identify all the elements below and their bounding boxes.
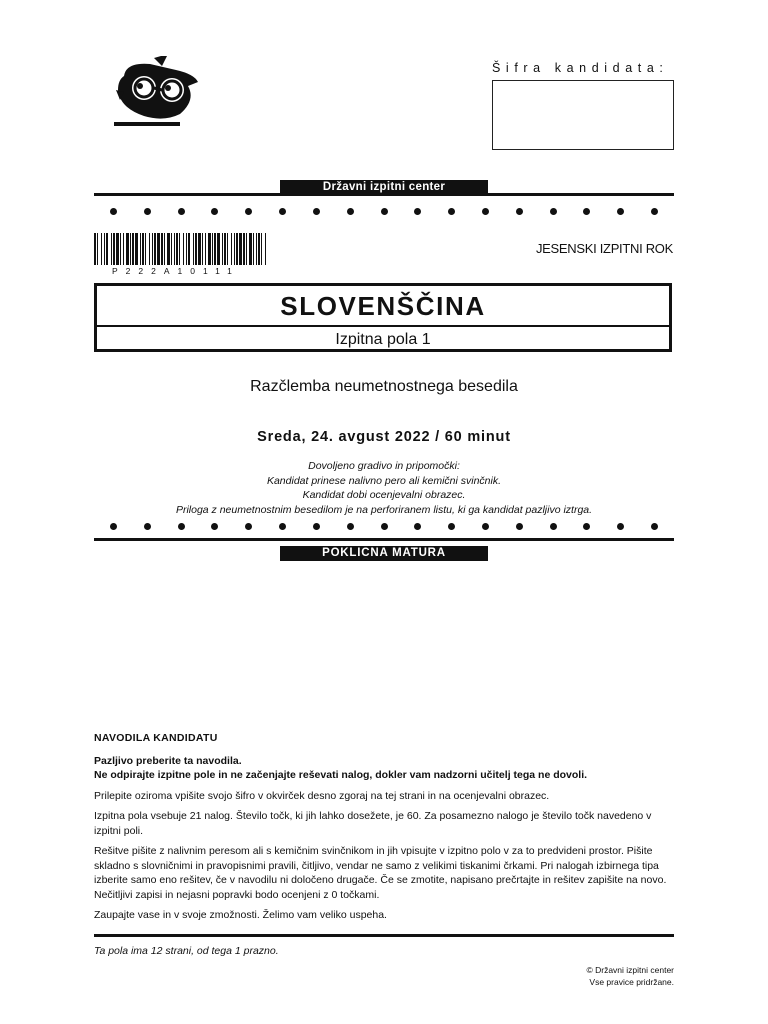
instructions-paragraph: Prilepite oziroma vpišite svojo šifro v okvirček desno zgoraj na tej strani in na ocenjevalni obrazec.: [94, 789, 550, 802]
decorative-dot: [651, 523, 658, 530]
paper-subtitle: Izpitna pola 1: [335, 331, 431, 348]
instructions-heading: NAVODILA KANDIDATU: [94, 732, 218, 744]
instructions-paragraph: Zaupajte vase in v svoje zmožnosti. Želimo vam veliko uspeha.: [94, 909, 387, 921]
decorative-dot: [110, 208, 117, 215]
decorative-dot: [583, 208, 590, 215]
pages-note: Ta pola ima 12 strani, od tega 1 prazno.: [94, 945, 279, 957]
decorative-dot: [448, 208, 455, 215]
decorative-dot: [516, 523, 523, 530]
decorative-dot: [110, 523, 117, 530]
decorative-dot: [279, 208, 286, 215]
decorative-dot: [245, 208, 252, 215]
top-rule: [94, 193, 674, 196]
allowed-materials: [0, 459, 768, 517]
materials-line: Kandidat prinese nalivno pero ali kemični svinčnik.: [266, 474, 502, 487]
decorative-dot: [211, 523, 218, 530]
title-divider: [97, 325, 669, 327]
organization-band: Državni izpitni center: [280, 180, 488, 195]
top-dot-row: [110, 208, 658, 215]
decorative-dot: [550, 523, 557, 530]
decorative-dot: [279, 523, 286, 530]
decorative-dot: [347, 523, 354, 530]
decorative-dot: [381, 208, 388, 215]
barcode-image: [94, 233, 268, 265]
exam-part: Razčlemba neumetnostnega besedila: [250, 378, 518, 395]
copyright-line: © Državni izpitni center: [586, 965, 674, 975]
decorative-dot: [144, 523, 151, 530]
decorative-dot: [482, 523, 489, 530]
decorative-dot: [347, 208, 354, 215]
materials-line: Dovoljeno gradivo in pripomočki:: [308, 460, 460, 472]
decorative-dot: [211, 208, 218, 215]
decorative-dot: [617, 523, 624, 530]
decorative-dot: [550, 208, 557, 215]
middle-rule: [94, 538, 674, 541]
instructions-bold-line: Pazljivo preberite ta navodila.: [94, 754, 242, 767]
candidate-code-label: Šifra kandidata:: [492, 61, 669, 75]
decorative-dot: [245, 523, 252, 530]
instructions-paragraph: Rešitve pišite z nalivnim peresom ali s kemičnim svinčnikom in jih vpisujte v izpitno polo v za to predvideni prostor. Pišite skladno s slovničnimi in pravopisnimi pravili, čitljivo, vendar ne samo z velikimi tiskanimi črkami. Pri nalogah izbirnega tipa izberite samo eno rešitev, če v navodilu ni določeno drugače. Če se zmotite, napisano prečrtajte in rešitev zapišite na novo. Nečitljivi zapisi in nejasni popravki bodo ocenjeni z 0 točkami.: [94, 845, 667, 901]
materials-line: Priloga z neumetnostnim besedilom je na perforiranem listu, ki ga kandidat pazljivo iztrga.: [175, 503, 593, 516]
decorative-dot: [414, 208, 421, 215]
decorative-dot: [482, 208, 489, 215]
barcode-code: P222A10111: [112, 266, 240, 276]
copyright-notice: [520, 964, 674, 988]
exam-date-line: Sreda, 24. avgust 2022 / 60 minut: [257, 429, 511, 445]
footer-rule: [94, 934, 674, 937]
candidate-instructions: [94, 731, 676, 923]
title-frame: [94, 283, 672, 352]
decorative-dot: [313, 523, 320, 530]
decorative-dot: [651, 208, 658, 215]
subject-title: SLOVENŠČINA: [280, 291, 486, 321]
decorative-dot: [414, 523, 421, 530]
instructions-paragraph: Izpitna pola vsebuje 21 nalog. Število točk, ki jih lahko dosežete, je 60. Za posamezno nalogo je število točk navedeno v izpitni poli.: [94, 810, 652, 837]
copyright-line: Vse pravice pridržane.: [589, 977, 674, 987]
decorative-dot: [144, 208, 151, 215]
bottom-dot-row: [110, 523, 658, 530]
decorative-dot: [583, 523, 590, 530]
decorative-dot: [313, 208, 320, 215]
decorative-dot: [178, 523, 185, 530]
decorative-dot: [381, 523, 388, 530]
decorative-dot: [448, 523, 455, 530]
exam-session: JESENSKI IZPITNI ROK: [535, 241, 673, 256]
candidate-code-box[interactable]: [492, 80, 674, 150]
decorative-dot: [617, 208, 624, 215]
decorative-dot: [516, 208, 523, 215]
exam-type-band: POKLICNA MATURA: [280, 546, 488, 561]
materials-line: Kandidat dobi ocenjevalni obrazec.: [302, 489, 466, 501]
decorative-dot: [178, 208, 185, 215]
ric-owl-logo: [114, 56, 200, 132]
instructions-bold-line: Ne odpirajte izpitne pole in ne začenjajte reševati nalog, dokler vam nadzorni učitelj tega ne dovoli.: [94, 769, 588, 781]
